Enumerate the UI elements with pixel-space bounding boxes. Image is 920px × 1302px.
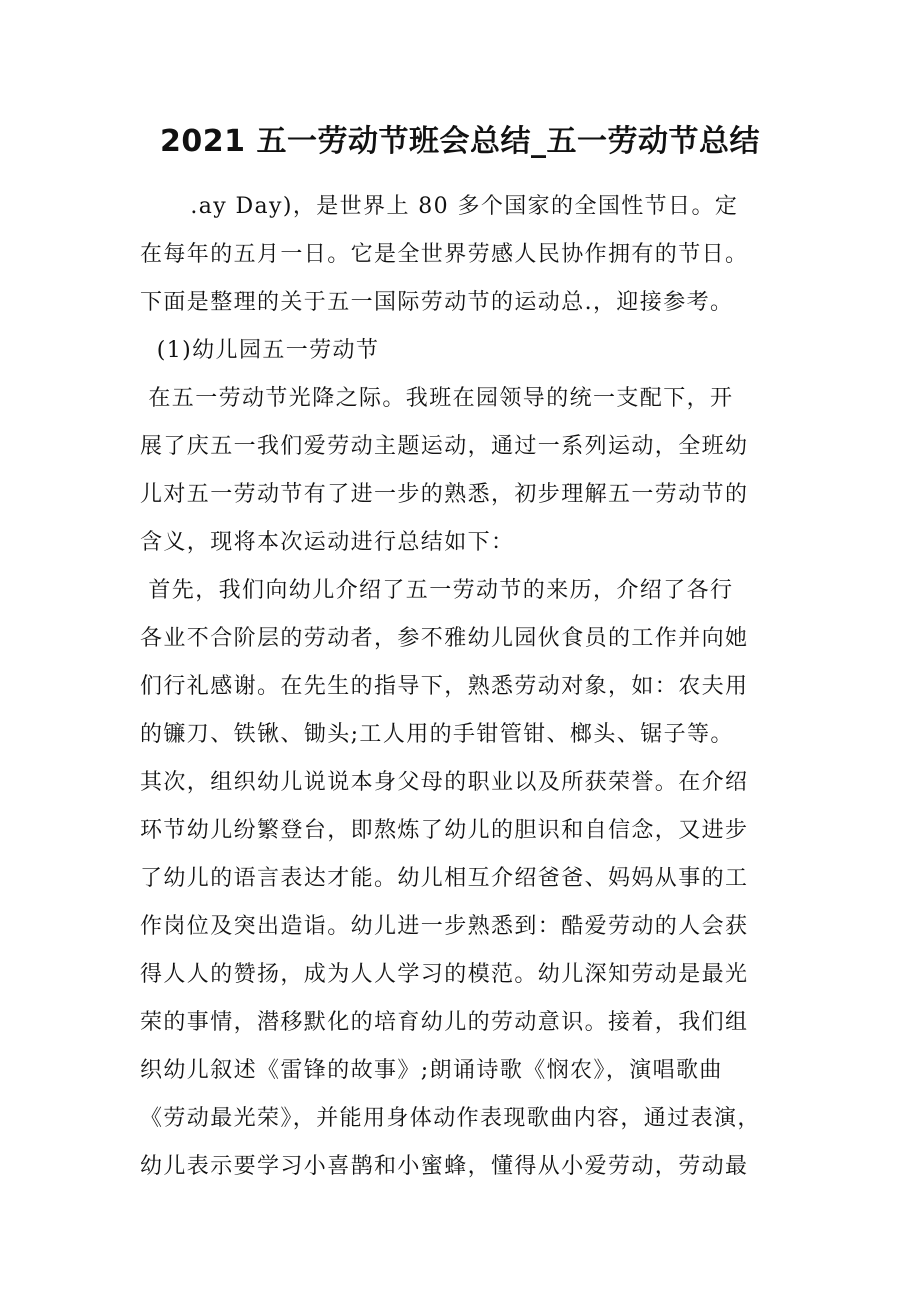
body-line: 织幼儿叙述《雷锋的故事》;朗诵诗歌《悯农》，演唱歌曲: [140, 1058, 723, 1083]
body-line: 在五一劳动节光降之际。我班在园领导的统一支配下，开: [140, 386, 734, 411]
body-line: 各业不合阶层的劳动者，参不雅幼儿园伙食员的工作并向她: [140, 626, 749, 651]
body-line: 环节幼儿纷繁登台，即熬炼了幼儿的胆识和自信念，又进步: [140, 818, 749, 843]
page-title: 2021 五一劳动节班会总结_五一劳动节总结: [160, 124, 760, 159]
body-line: 儿对五一劳动节有了进一步的熟悉，初步理解五一劳动节的: [140, 482, 749, 507]
body-line: 《劳动最光荣》，并能用身体动作表现歌曲内容，通过表演，: [140, 1106, 761, 1131]
body-line: 下面是整理的关于五一国际劳动节的运动总.，迎接参考。: [140, 290, 734, 315]
body-line: 作岗位及突出造诣。幼儿进一步熟悉到：酷爱劳动的人会获: [140, 914, 749, 939]
body-line: 了幼儿的语言表达才能。幼儿相互介绍爸爸、妈妈从事的工: [140, 866, 749, 891]
body-line: 幼儿表示要学习小喜鹊和小蜜蜂，懂得从小爱劳动，劳动最: [140, 1154, 749, 1179]
body-line: .ay Day)，是世界上 80 多个国家的全国性节日。定: [140, 194, 739, 219]
body-line: 得人人的赞扬，成为人人学习的模范。幼儿深知劳动是最光: [140, 962, 749, 987]
body-line: 们行礼感谢。在先生的指导下，熟悉劳动对象，如：农夫用: [140, 674, 749, 699]
body-line: 其次，组织幼儿说说本身父母的职业以及所获荣誉。在介绍: [140, 770, 749, 795]
body-line: 荣的事情，潜移默化的培育幼儿的劳动意识。接着，我们组: [140, 1010, 749, 1035]
body-line: 的镰刀、铁锹、锄头;工人用的手钳管钳、榔头、锯子等。: [140, 722, 734, 747]
body-line: 在每年的五月一日。它是全世界劳感人民协作拥有的节日。: [140, 242, 749, 267]
body-line: 含义，现将本次运动进行总结如下：: [140, 530, 515, 555]
body-line: 首先，我们向幼儿介绍了五一劳动节的来历，介绍了各行: [140, 578, 734, 603]
section-heading: (1)幼儿园五一劳动节: [140, 338, 380, 363]
body-line: 展了庆五一我们爱劳动主题运动，通过一系列运动，全班幼: [140, 434, 749, 459]
